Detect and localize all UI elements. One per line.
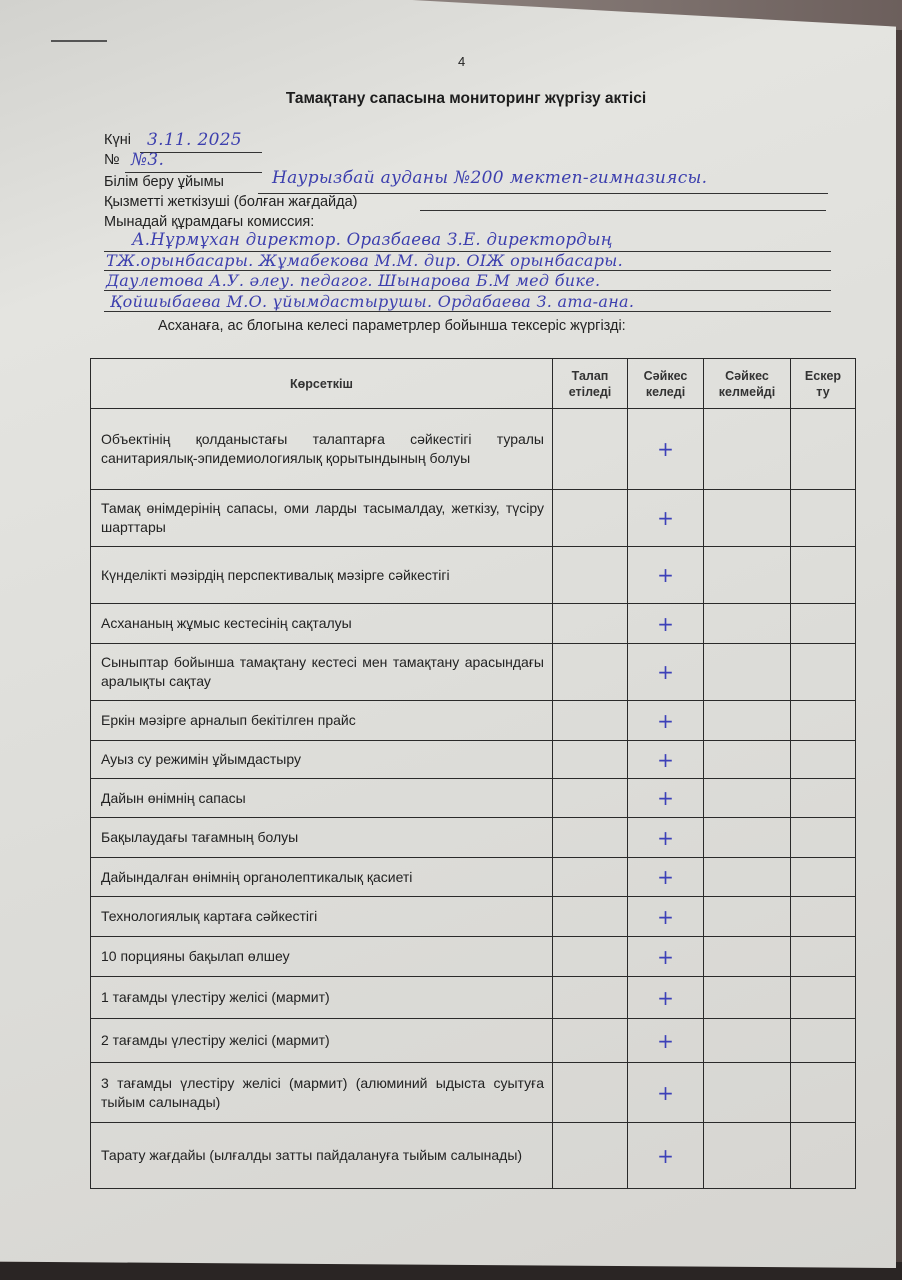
number-label: № — [104, 152, 120, 168]
required-cell — [553, 937, 628, 977]
required-cell — [553, 1123, 628, 1189]
note-cell — [791, 779, 856, 818]
number-underline — [125, 172, 262, 173]
noncompliant-cell — [704, 701, 791, 741]
header-noncompliant: Сәйкес келмейді — [704, 359, 791, 409]
compliant-mark: + — [628, 858, 704, 897]
header-required: Талап етіледі — [553, 359, 628, 409]
indicator-cell: Еркін мәзірге арналып бекітілген прайс — [91, 701, 553, 741]
noncompliant-cell — [704, 1063, 791, 1123]
indicator-cell: 3 тағамды үлестіру желісі (мармит) (алюминий ыдыста суытуға тыйым салынады) — [91, 1063, 553, 1123]
noncompliant-cell — [704, 604, 791, 644]
table-row — [91, 604, 856, 644]
note-cell — [791, 1063, 856, 1123]
inspection-intro-text: Асханаға, ас блогына келесі параметрлер бойынша тексеріс жүргізді: — [158, 318, 626, 334]
table-row — [91, 818, 856, 858]
required-cell — [553, 1063, 628, 1123]
indicator-cell: Күнделікті мәзірдің перспективалық мәзірге сәйкестігі — [91, 547, 553, 604]
indicator-cell: 1 тағамды үлестіру желісі (мармит) — [91, 977, 553, 1019]
required-cell — [553, 1019, 628, 1063]
table-row — [91, 779, 856, 818]
note-cell — [791, 1123, 856, 1189]
commission-line-4 — [104, 311, 831, 312]
indicator-cell: Тамақ өнімдерінің сапасы, оми ларды тасымалдау, жеткізу, түсіру шарттары — [91, 490, 553, 547]
note-cell — [791, 547, 856, 604]
commission-member-line-3: Даулетова А.У. әлеу. педагог. Шынарова Б.М мед бике. — [106, 271, 601, 290]
indicator-cell: Бақылаудағы тағамның болуы — [91, 818, 553, 858]
note-cell — [791, 897, 856, 937]
indicator-cell: Асхананың жұмыс кестесінің сақталуы — [91, 604, 553, 644]
required-cell — [553, 818, 628, 858]
noncompliant-cell — [704, 490, 791, 547]
header-note: Ескер ту — [791, 359, 856, 409]
date-value: 3.11. 2025 — [147, 130, 242, 150]
header-indicator: Көрсеткіш — [91, 359, 553, 409]
compliant-mark: + — [628, 604, 704, 644]
compliant-mark: + — [628, 644, 704, 701]
inspection-table — [90, 358, 856, 1189]
required-cell — [553, 701, 628, 741]
required-cell — [553, 644, 628, 701]
noncompliant-cell — [704, 818, 791, 858]
indicator-cell: Сыныптар бойынша тамақтану кестесі мен тамақтану арасындағы аралықты сақтау — [91, 644, 553, 701]
noncompliant-cell — [704, 409, 791, 490]
required-cell — [553, 977, 628, 1019]
note-cell — [791, 1019, 856, 1063]
table-row — [91, 1019, 856, 1063]
noncompliant-cell — [704, 779, 791, 818]
page-number: 4 — [458, 54, 466, 69]
header-dash-mark — [51, 40, 107, 42]
indicator-cell: Объектінің қолданыстағы талаптарға сәйкестігі туралы санитариялық-эпидемиологиялық қорытындының болуы — [91, 409, 553, 490]
organization-value: Наурызбай ауданы №200 мектеп-гимназиясы. — [272, 168, 708, 188]
indicator-cell: Ауыз су режимін ұйымдастыру — [91, 741, 553, 779]
compliant-mark: + — [628, 409, 704, 490]
table-row — [91, 409, 856, 490]
compliant-mark: + — [628, 1019, 704, 1063]
required-cell — [553, 409, 628, 490]
required-cell — [553, 490, 628, 547]
table-row — [91, 547, 856, 604]
supplier-underline — [420, 210, 826, 211]
table-row — [91, 858, 856, 897]
indicator-cell: Дайындалған өнімнің органолептикалық қасиеті — [91, 858, 553, 897]
table-row — [91, 490, 856, 547]
note-cell — [791, 409, 856, 490]
compliant-mark: + — [628, 977, 704, 1019]
date-label: Күні — [104, 132, 131, 148]
note-cell — [791, 741, 856, 779]
supplier-label: Қызметті жеткізуші (болған жағдайда) — [104, 194, 358, 210]
table-row — [91, 1063, 856, 1123]
note-cell — [791, 858, 856, 897]
document-title: Тамақтану сапасына мониторинг жүргізу актісі — [285, 90, 647, 107]
compliant-mark: + — [628, 1123, 704, 1189]
table-row — [91, 937, 856, 977]
table-row — [91, 977, 856, 1019]
required-cell — [553, 858, 628, 897]
table-row — [91, 644, 856, 701]
noncompliant-cell — [704, 977, 791, 1019]
compliant-mark: + — [628, 547, 704, 604]
indicator-cell: Тарату жағдайы (ылғалды затты пайдалануға тыйым салынады) — [91, 1123, 553, 1189]
commission-member-line-2: ТЖ.орынбасары. Жұмабекова М.М. дир. ОІЖ орынбасары. — [106, 251, 623, 270]
note-cell — [791, 604, 856, 644]
compliant-mark: + — [628, 741, 704, 779]
required-cell — [553, 604, 628, 644]
table-row — [91, 741, 856, 779]
compliant-mark: + — [628, 490, 704, 547]
compliant-mark: + — [628, 701, 704, 741]
note-cell — [791, 644, 856, 701]
commission-member-line-4: Қойшыбаева М.О. ұйымдастырушы. Ордабаева З. ата-ана. — [110, 292, 635, 311]
noncompliant-cell — [704, 547, 791, 604]
commission-member-line-1: А.Нұрмұхан директор. Оразбаева З.Е. директордың — [132, 230, 613, 249]
noncompliant-cell — [704, 897, 791, 937]
required-cell — [553, 741, 628, 779]
note-cell — [791, 490, 856, 547]
organization-label: Білім беру ұйымы — [104, 174, 224, 190]
number-value: №3. — [131, 150, 165, 170]
note-cell — [791, 818, 856, 858]
compliant-mark: + — [628, 937, 704, 977]
note-cell — [791, 977, 856, 1019]
noncompliant-cell — [704, 1123, 791, 1189]
noncompliant-cell — [704, 937, 791, 977]
compliant-mark: + — [628, 818, 704, 858]
indicator-cell: Технологиялық картаға сәйкестігі — [91, 897, 553, 937]
compliant-mark: + — [628, 779, 704, 818]
table-row — [91, 701, 856, 741]
required-cell — [553, 779, 628, 818]
indicator-cell: 2 тағамды үлестіру желісі (мармит) — [91, 1019, 553, 1063]
indicator-cell: Дайын өнімнің сапасы — [91, 779, 553, 818]
table-header-row — [91, 359, 856, 409]
compliant-mark: + — [628, 1063, 704, 1123]
indicator-cell: 10 порцияны бақылап өлшеу — [91, 937, 553, 977]
commission-line-3 — [104, 290, 831, 291]
note-cell — [791, 701, 856, 741]
noncompliant-cell — [704, 1019, 791, 1063]
noncompliant-cell — [704, 858, 791, 897]
noncompliant-cell — [704, 741, 791, 779]
table-row — [91, 897, 856, 937]
note-cell — [791, 937, 856, 977]
required-cell — [553, 547, 628, 604]
noncompliant-cell — [704, 644, 791, 701]
table-row — [91, 1123, 856, 1189]
commission-label: Мынадай құрамдағы комиссия: — [104, 214, 315, 230]
required-cell — [553, 897, 628, 937]
header-compliant: Сәйкес келеді — [628, 359, 704, 409]
compliant-mark: + — [628, 897, 704, 937]
